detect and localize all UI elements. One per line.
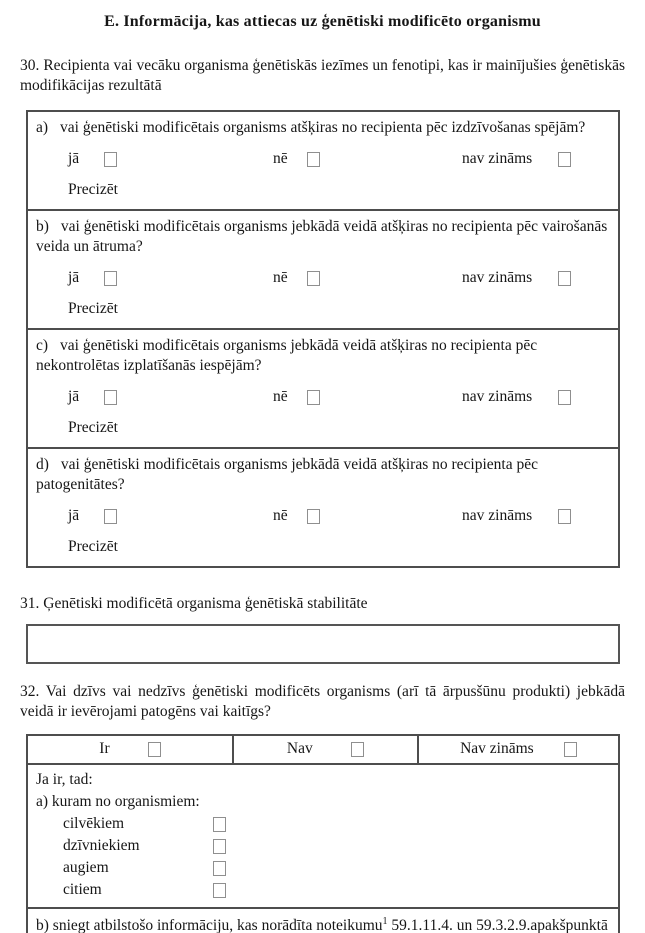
- organism-others-checkbox[interactable]: [213, 883, 226, 898]
- organism-plants-label: augiem: [63, 859, 109, 876]
- question-d-options: [36, 507, 608, 525]
- question-32-header-row: [28, 736, 618, 765]
- question-b-options: [36, 269, 608, 287]
- unknown-checkbox[interactable]: [558, 390, 571, 405]
- no-label: nē: [273, 388, 288, 405]
- question-31-answer-field[interactable]: [26, 624, 620, 664]
- footnote-reference: 1: [382, 915, 388, 927]
- question-d-body: vai ģenētiski modificētais organisms jebkādā veidā atšķiras no recipienta pēc patogenitātes?: [36, 456, 538, 493]
- question-b-body: vai ģenētiski modificētais organisms jebkādā veidā atšķiras no recipienta pēc vairošanās veida un ātruma?: [36, 218, 608, 255]
- sub-b-text-suffix: 59.1.11.4. un 59.3.2.9.apakšpunktā: [387, 917, 608, 933]
- specify-label: Precizēt: [68, 181, 118, 198]
- question-c-options: [36, 388, 608, 406]
- no-checkbox[interactable]: [307, 271, 320, 286]
- question-31-heading: 31. Ģenētiski modificētā organisma ģenētiskā stabilitāte: [20, 595, 368, 612]
- sub-a-label: a) kuram no organismiem:: [36, 793, 200, 810]
- specify-label: Precizēt: [68, 300, 118, 317]
- no-label: nē: [273, 507, 288, 524]
- question-c-text: [36, 336, 608, 376]
- unknown-checkbox[interactable]: [558, 509, 571, 524]
- no-checkbox[interactable]: [307, 509, 320, 524]
- unknown-label: nav zināms: [462, 507, 533, 524]
- organism-humans-checkbox[interactable]: [213, 817, 226, 832]
- question-d-text: [36, 455, 608, 495]
- question-32-sub-b-row: [28, 907, 618, 933]
- yes-checkbox[interactable]: [104, 271, 117, 286]
- question-30-heading: 30. Recipienta vai vecāku organisma ģenētiskās iezīmes un fenotipi, kas ir mainījušies ģenētiskās modifikācijas rezultātā: [20, 57, 625, 94]
- section-title: E. Informācija, kas attiecas uz ģenētiski modificēto organismu: [104, 13, 541, 30]
- organism-item-animals: [63, 835, 610, 857]
- organism-animals-label: dzīvniekiem: [63, 837, 140, 854]
- unknown-checkbox[interactable]: [558, 271, 571, 286]
- question-row-c: [28, 330, 618, 449]
- yes-label: jā: [68, 388, 80, 405]
- question-a-text: [36, 118, 608, 138]
- if-yes-label: Ja ir, tad:: [36, 771, 93, 788]
- nav-cell: [234, 736, 419, 763]
- no-checkbox[interactable]: [307, 390, 320, 405]
- question-30-table: [26, 110, 620, 568]
- yes-label: jā: [68, 507, 80, 524]
- question-row-b: [28, 211, 618, 330]
- no-label: nē: [273, 150, 288, 167]
- no-checkbox[interactable]: [307, 152, 320, 167]
- organism-others-label: citiem: [63, 881, 102, 898]
- specify-label: Precizēt: [68, 419, 118, 436]
- question-a-label: a): [36, 119, 49, 136]
- organism-humans-label: cilvēkiem: [63, 815, 125, 832]
- unknown-label: nav zināms: [462, 388, 533, 405]
- nav-label: Nav: [286, 740, 313, 757]
- nav-zinams-cell: [419, 736, 618, 763]
- question-c-label: c): [36, 337, 49, 354]
- question-a-body: vai ģenētiski modificētais organisms atšķiras no recipienta pēc izdzīvošanas spējām?: [60, 119, 586, 136]
- question-32-table: [26, 734, 620, 933]
- organism-animals-checkbox[interactable]: [213, 839, 226, 854]
- organism-item-plants: [63, 857, 610, 879]
- unknown-checkbox[interactable]: [558, 152, 571, 167]
- specify-label: Precizēt: [68, 538, 118, 555]
- unknown-label: nav zināms: [462, 150, 533, 167]
- yes-checkbox[interactable]: [104, 390, 117, 405]
- question-row-d: [28, 449, 618, 566]
- ir-label: Ir: [99, 740, 110, 757]
- question-a-options: [36, 150, 608, 168]
- question-b-text: [36, 217, 608, 257]
- nav-zinams-label: Nav zināms: [460, 740, 534, 757]
- yes-checkbox[interactable]: [104, 152, 117, 167]
- yes-checkbox[interactable]: [104, 509, 117, 524]
- question-c-body: vai ģenētiski modificētais organisms jebkādā veidā atšķiras no recipienta pēc nekontrolētas izplatīšanās iespējām?: [36, 337, 538, 374]
- organism-item-humans: [63, 813, 610, 835]
- question-32-body: [28, 765, 618, 907]
- organism-plants-checkbox[interactable]: [213, 861, 226, 876]
- yes-label: jā: [68, 150, 80, 167]
- question-b-label: b): [36, 218, 49, 235]
- nav-checkbox[interactable]: [351, 742, 364, 757]
- sub-b-text: b) sniegt atbilstošo informāciju, kas norādīta noteikumu: [36, 917, 383, 933]
- ir-cell: [28, 736, 234, 763]
- nav-zinams-checkbox[interactable]: [564, 742, 577, 757]
- question-row-a: [28, 112, 618, 211]
- no-label: nē: [273, 269, 288, 286]
- ir-checkbox[interactable]: [148, 742, 161, 757]
- yes-label: jā: [68, 269, 80, 286]
- question-32-heading: 32. Vai dzīvs vai nedzīvs ģenētiski modificēts organisms (arī tā ārpusšūnu produkti) jebkādā veidā ir ievērojami patogēns vai kaitīgs?: [20, 683, 625, 720]
- unknown-label: nav zināms: [462, 269, 533, 286]
- organism-item-others: [63, 879, 610, 901]
- question-d-label: d): [36, 456, 49, 473]
